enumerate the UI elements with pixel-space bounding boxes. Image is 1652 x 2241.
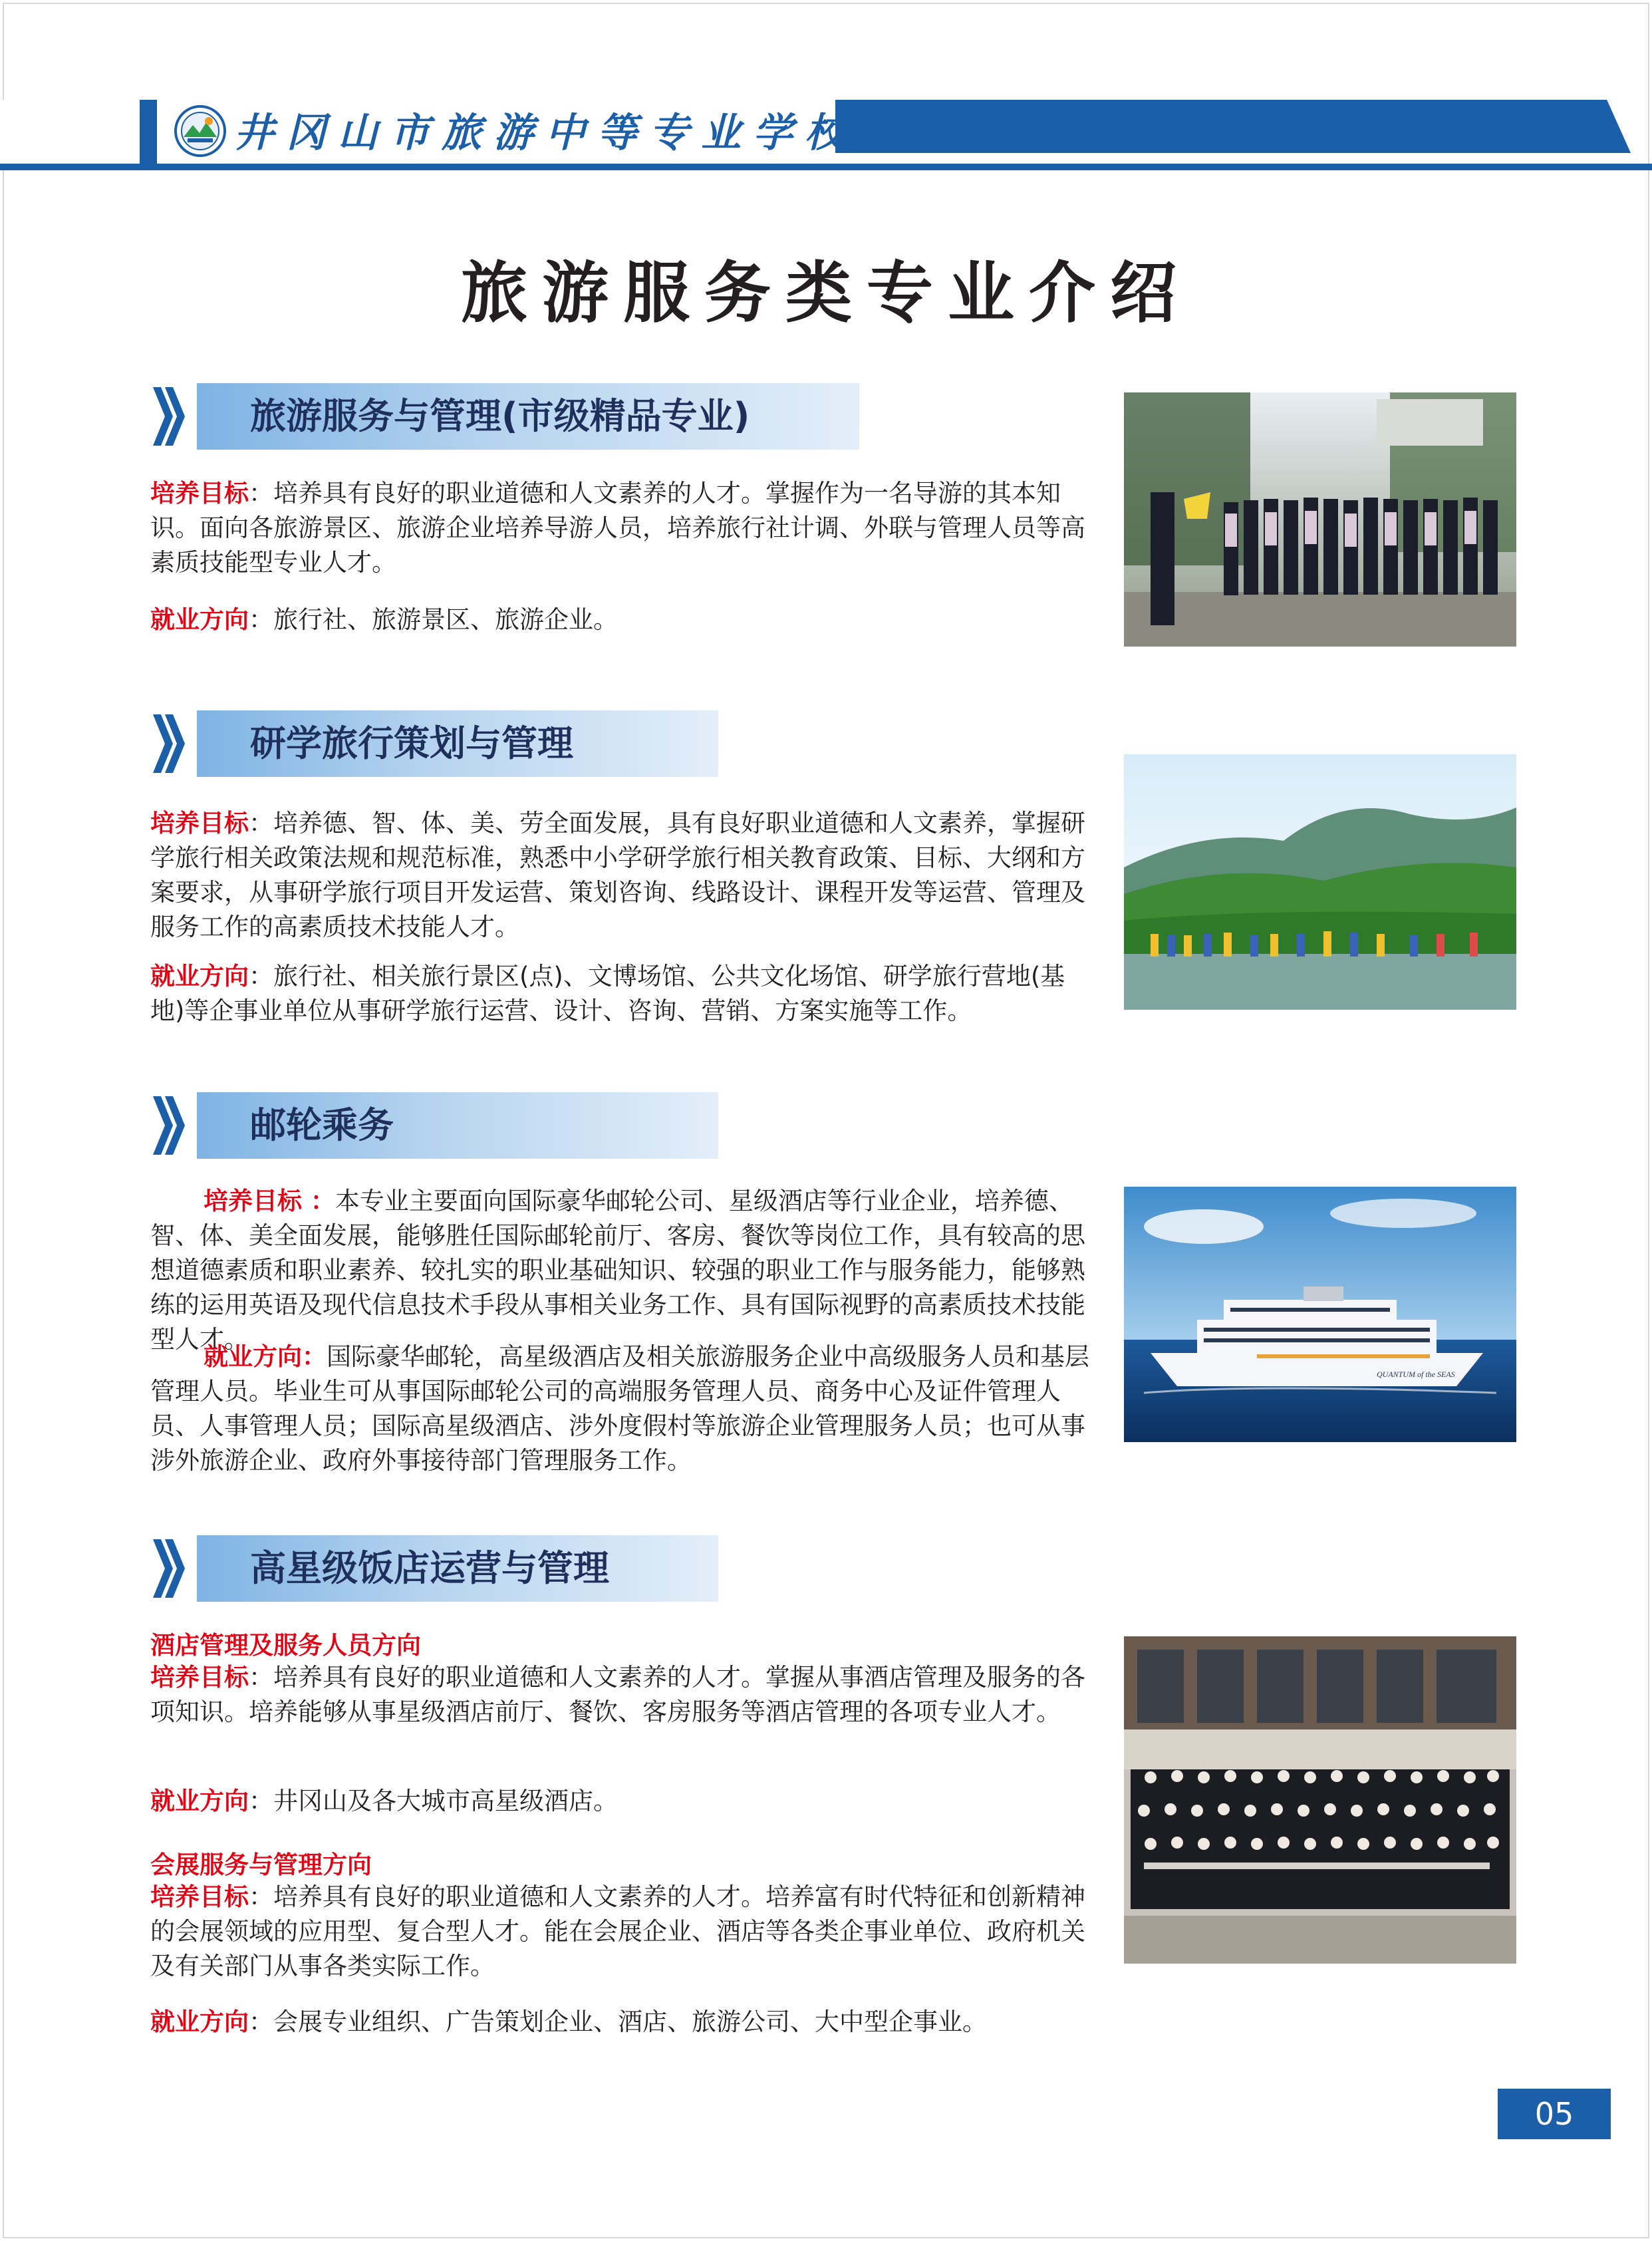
school-name: 井冈山市旅游中等专业学校: [234, 110, 857, 156]
section-title: 高星级饭店运营与管理: [250, 1547, 609, 1589]
section-chevron-icon: [150, 710, 189, 777]
goal-text: 本专业主要面向国际豪华邮轮公司、星级酒店等行业企业，培养德、智、体、美全面发展，能够胜任国际邮轮前厅、客房、餐饮等岗位工作，具有较高的思想道德素质和职业素养、较扎实的职业基础知识、较强的职业工作与服务能力，能够熟练的运用英语及现代信息技术手段从事相关业务工作、具有国际视野的高素质技术技能型人才。: [150, 1187, 1085, 1354]
section-career: [150, 959, 1096, 1028]
career-label: 就业方向: [150, 962, 249, 990]
section-title: 研学旅行策划与管理: [250, 722, 573, 764]
page-title: 旅游服务类专业介绍: [461, 253, 1191, 332]
subsection-title: 酒店管理及服务人员方向: [150, 1631, 421, 1660]
goal-text: ：培养具有良好的职业道德和人文素养的人才。掌握作为一名导游的其本知识。面向各旅游景区、旅游企业培养导游人员，培养旅行社计调、外联与管理人员等高素质技能型专业人才。: [150, 479, 1085, 577]
school-logo-icon: [174, 105, 226, 157]
subsection-title: 会展服务与管理方向: [150, 1851, 372, 1879]
section-chevron-icon: [150, 1535, 189, 1602]
goal-text: ：培养德、智、体、美、劳全面发展，具有良好职业道德和人文素养，掌握研学旅行相关政策法规和规范标准，熟悉中小学研学旅行相关教育政策、目标、大纲和方案要求，从事研学旅行项目开发运营、策划咨询、线路设计、课程开发等运营、管理及服务工作的高素质技术技能人才。: [150, 809, 1085, 941]
goal-label: 培养目标: [150, 479, 249, 508]
career-label: 就业方向: [150, 1787, 249, 1815]
header-band-accent: [140, 100, 157, 166]
section-chevron-icon: [150, 383, 189, 450]
photo-hotel-class-group: [1124, 1636, 1516, 1964]
career-text: ：旅行社、相关旅行景区(点)、文博场馆、公共文化场馆、研学旅行营地(基地)等企事业单位从事研学旅行运营、设计、咨询、营销、方案实施等工作。: [150, 962, 1065, 1025]
career-text: ：会展专业组织、广告策划企业、酒店、旅游公司、大中型企事业。: [249, 2008, 987, 2036]
career-text: 国际豪华邮轮，高星级酒店及相关旅游服务企业中高级服务人员和基层管理人员。毕业生可从事国际邮轮公司的高端服务管理人员、商务中心及证件管理人员、人事管理人员；国际高星级酒店、涉外度假村等旅游企业管理服务人员；也可从事涉外旅游企业、政府外事接待部门管理服务工作。: [150, 1342, 1089, 1475]
section-title: 旅游服务与管理(市级精品专业): [250, 395, 750, 437]
page-number: 05: [1498, 2089, 1611, 2139]
goal-text: ：培养具有良好的职业道德和人文素养的人才。培养富有时代特征和创新精神的会展领域的应用型、复合型人才。能在会展企业、酒店等各类企事业单位、政府机关及有关部门从事各类实际工作。: [150, 1882, 1085, 1980]
header-band-right: [835, 100, 1631, 153]
career-label: 就业方向: [150, 605, 249, 634]
header-band-left: [0, 100, 140, 166]
section-career: [150, 1340, 1096, 1478]
goal-label: 培养目标: [150, 1882, 249, 1911]
goal-label: 培养目标: [150, 809, 249, 837]
section-goal: [150, 476, 1096, 580]
section-goal: [150, 806, 1096, 945]
section-chevron-icon: [150, 1092, 189, 1159]
ship-name-label: QUANTUM of the SEAS: [1377, 1370, 1455, 1379]
goal-label: 培养目标: [150, 1663, 249, 1692]
career-text: ：旅行社、旅游景区、旅游企业。: [249, 605, 618, 634]
section-title: 邮轮乘务: [250, 1104, 394, 1146]
photo-cruise-ship: [1124, 1187, 1516, 1442]
career-label: 就业方向: [150, 2008, 249, 2036]
photo-tour-guide-students: [1124, 392, 1516, 647]
goal-label: 培养目标 ：: [204, 1187, 335, 1215]
career-label: 就业方向：: [204, 1342, 327, 1371]
career-text: ：井冈山及各大城市高星级酒店。: [249, 1787, 618, 1815]
goal-text: ：培养具有良好的职业道德和人文素养的人才。掌握从事酒店管理及服务的各项知识。培养能够从事星级酒店前厅、餐饮、客房服务等酒店管理的各项专业人才。: [150, 1663, 1085, 1726]
section-goal: [150, 1660, 1096, 1729]
section-goal: [150, 1184, 1096, 1357]
section-career: [150, 603, 1096, 637]
section-career: [150, 1784, 1096, 1819]
section-career: [150, 2005, 1096, 2039]
section-goal: [150, 1880, 1096, 1984]
photo-study-tour-mountains: [1124, 754, 1516, 1010]
